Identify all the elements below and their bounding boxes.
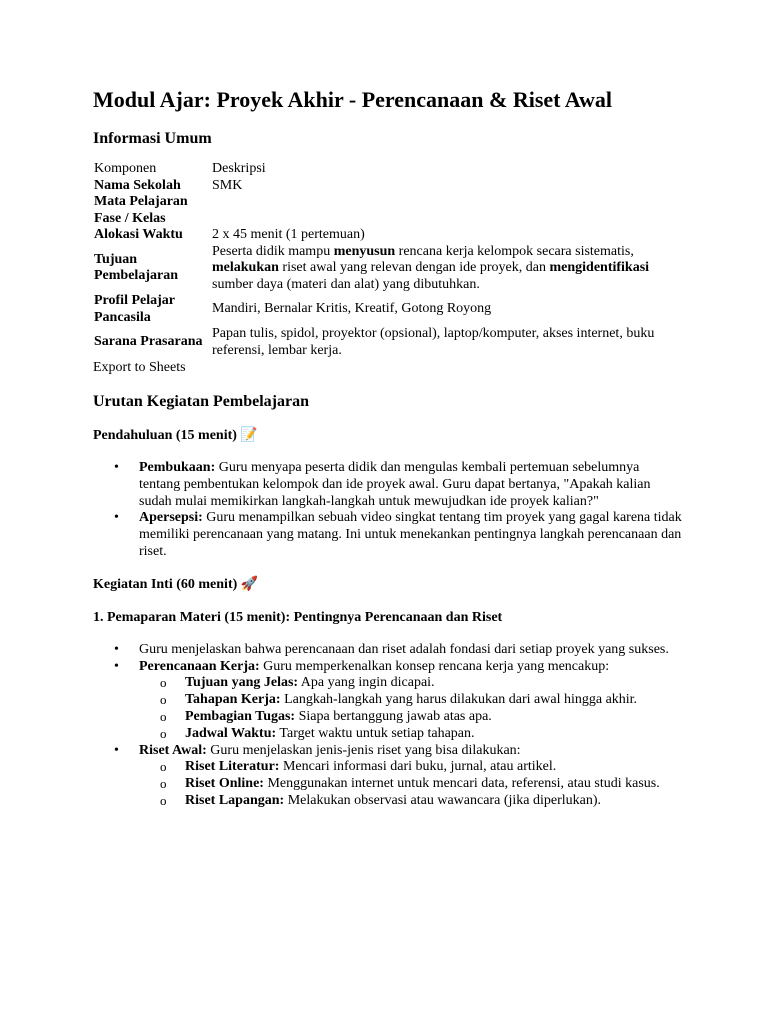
item-label: Pembagian Tugas: — [185, 708, 296, 724]
table-row — [93, 227, 681, 244]
item-text: Apa yang ingin dicapai. — [298, 675, 435, 691]
bullet-icon: • — [114, 641, 119, 657]
pendahuluan-heading: Pendahuluan (15 menit) 📝 — [93, 428, 258, 443]
info-table — [93, 161, 681, 359]
item-text: Target waktu untuk setiap tahapan. — [276, 725, 475, 741]
list-item — [93, 642, 683, 659]
tujuan-text: Peserta didik mampu — [212, 243, 334, 259]
pemaparan-heading: 1. Pemaparan Materi (15 menit): Pentingnya Perencanaan dan Riset — [93, 609, 503, 625]
bullet-icon: • — [114, 460, 119, 475]
row-label: Mata Pelajaran — [94, 194, 188, 209]
item-label: Riset Literatur: — [185, 759, 280, 775]
tujuan-text: rencana kerja kelompok secara sistematis, — [395, 243, 634, 259]
sublist-item — [139, 793, 683, 810]
tujuan-text: riset awal yang relevan dengan ide proyek, dan — [278, 260, 550, 275]
perencanaan-sublist — [139, 675, 683, 742]
document-page — [93, 86, 683, 810]
item-text: Mencari informasi dari buku, jurnal, atau artikel. — [279, 759, 557, 775]
table-row — [93, 244, 681, 294]
tujuan-keyword: mengidentifikasi — [549, 260, 650, 275]
row-value: Mandiri, Bernalar Kritis, Kreatif, Gotong Royong — [212, 301, 492, 317]
pemaparan-list — [93, 642, 683, 810]
list-item — [93, 510, 683, 560]
circle-bullet-icon: o — [160, 725, 167, 741]
circle-bullet-icon: o — [160, 692, 167, 708]
urutan-heading: Urutan Kegiatan Pembelajaran — [93, 393, 309, 410]
row-label: Tujuan Pembelajaran — [94, 251, 178, 284]
column-header-komponen: Komponen — [94, 161, 157, 176]
list-item — [93, 460, 683, 510]
sublist-item — [139, 759, 683, 776]
sublist-item — [139, 675, 683, 692]
row-label: Sarana Prasarana — [94, 334, 203, 350]
row-label: Alokasi Waktu — [94, 227, 183, 242]
export-to-sheets-link[interactable]: Export to Sheets — [93, 360, 186, 375]
sublist-item — [139, 726, 683, 743]
bullet-icon: • — [114, 658, 119, 674]
item-label: Riset Online: — [185, 776, 264, 792]
list-item — [93, 743, 683, 810]
row-value — [211, 244, 681, 294]
item-text: Guru menyapa peserta didik dan mengulas kembali pertemuan sebelumnya tentang pembentukan kelompok dan ide proyek awal. Guru dapat bertanya, "Apakah kalian sudah mulai memikirkan langkah-langkah untuk mewujudkan ide proyek kalian?" — [139, 460, 651, 509]
row-value — [211, 211, 681, 228]
row-label: Profil Pelajar Pancasila — [94, 293, 175, 325]
item-text: Guru menjelaskan jenis-jenis riset yang bisa dilakukan: — [206, 742, 521, 758]
sublist-item — [139, 709, 683, 726]
row-value: 2 x 45 menit (1 pertemuan) — [212, 227, 365, 242]
circle-bullet-icon: o — [160, 675, 167, 691]
item-text: Langkah-langkah yang harus dilakukan dari awal hingga akhir. — [280, 692, 638, 708]
item-text: Melakukan observasi atau wawancara (jika diperlukan). — [284, 792, 601, 808]
tujuan-text: sumber daya (materi dan alat) yang dibutuhkan. — [212, 276, 480, 292]
table-row — [93, 293, 681, 326]
riset-sublist — [139, 759, 683, 809]
item-text: Guru menjelaskan bahwa perencanaan dan riset adalah fondasi dari setiap proyek yang sukses. — [139, 641, 669, 657]
item-label: Pembukaan: — [139, 460, 216, 475]
circle-bullet-icon: o — [160, 708, 167, 724]
item-label: Tujuan yang Jelas: — [185, 675, 299, 691]
table-row — [93, 194, 681, 211]
row-value: Papan tulis, spidol, proyektor (opsional), laptop/komputer, akses internet, buku referensi, lembar kerja. — [212, 326, 655, 358]
tujuan-keyword: menyusun — [333, 243, 396, 259]
table-header-row — [93, 161, 681, 178]
row-label: Fase / Kelas — [94, 210, 166, 226]
item-label: Jadwal Waktu: — [185, 725, 277, 741]
circle-bullet-icon: o — [160, 759, 167, 775]
document-title: Modul Ajar: Proyek Akhir - Perencanaan & Riset Awal — [93, 87, 613, 112]
item-label: Apersepsi: — [139, 510, 203, 526]
item-text: Siapa bertanggung jawab atas apa. — [295, 708, 492, 724]
item-label: Tahapan Kerja: — [185, 692, 281, 708]
sublist-item — [139, 692, 683, 709]
item-text: Guru memperkenalkan konsep rencana kerja yang mencakup: — [259, 658, 610, 674]
row-value: SMK — [212, 177, 243, 193]
item-label: Riset Lapangan: — [185, 792, 285, 808]
item-text: Menggunakan internet untuk mencari data, referensi, atau studi kasus. — [263, 776, 660, 792]
row-label: Nama Sekolah — [94, 177, 181, 193]
tujuan-keyword: melakukan — [212, 260, 279, 275]
item-label: Perencanaan Kerja: — [139, 658, 260, 674]
circle-bullet-icon: o — [160, 776, 167, 792]
info-heading: Informasi Umum — [93, 130, 212, 147]
circle-bullet-icon: o — [160, 792, 167, 808]
column-header-deskripsi: Deskripsi — [212, 161, 266, 176]
item-text: Guru menampilkan sebuah video singkat tentang tim proyek yang gagal karena tidak memiliki perencanaan yang matang. Ini untuk menekankan pentingnya langkah perencanaan dan riset. — [139, 510, 682, 559]
table-row — [93, 211, 681, 228]
table-row — [93, 326, 681, 359]
row-value — [211, 194, 681, 211]
kegiatan-inti-heading: Kegiatan Inti (60 menit) 🚀 — [93, 576, 259, 592]
pendahuluan-list — [93, 460, 683, 561]
table-row — [93, 178, 681, 195]
list-item — [93, 659, 683, 743]
bullet-icon: • — [114, 742, 119, 758]
bullet-icon: • — [114, 510, 119, 526]
item-label: Riset Awal: — [139, 742, 207, 758]
sublist-item — [139, 776, 683, 793]
